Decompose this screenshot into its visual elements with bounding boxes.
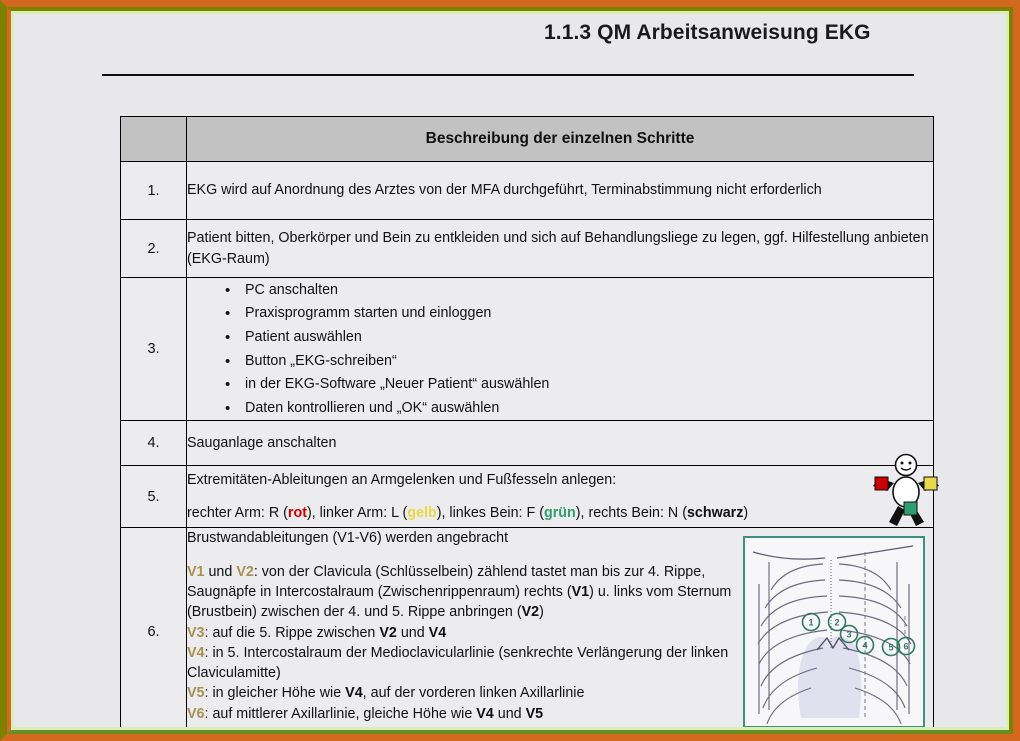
- list-item: • in der EKG-Software „Neuer Patient“ auswählen: [245, 373, 933, 397]
- text-part: ), linker Arm: L (: [306, 505, 408, 522]
- electrode-marker-4: 4: [862, 640, 868, 651]
- ribcage-illustration: [745, 538, 923, 726]
- lead-label-v5: V5: [187, 685, 205, 702]
- row-number: 2.: [121, 220, 187, 278]
- lead-label-v3: V3: [187, 624, 205, 641]
- spacer: [187, 549, 732, 562]
- row-number: 5.: [121, 466, 187, 528]
- list-item: • Patient auswählen: [245, 325, 933, 349]
- text-part: und: [396, 624, 429, 641]
- text-part: ): [743, 505, 749, 522]
- text-part: : auf mittlerer Axillarlinie, gleiche Höhe wie: [204, 705, 477, 722]
- row6-intro: Brustwandableitungen (V1-V6) werden angebracht: [187, 530, 509, 547]
- lead-ref-v4: V4: [476, 705, 494, 722]
- electrode-marker-5: 5: [888, 642, 894, 653]
- electrode-marker-2: 2: [834, 617, 840, 628]
- row-content: [187, 278, 934, 421]
- row6-v4: [187, 643, 732, 684]
- text-part: : in gleicher Höhe wie: [204, 685, 346, 702]
- row6-v3: [187, 623, 732, 643]
- lead-label-v4: V4: [187, 644, 205, 661]
- lead-ref-v4: V4: [428, 624, 447, 641]
- text-part: und: [204, 563, 237, 580]
- row-content: [187, 162, 934, 220]
- color-word-rot: rot: [287, 505, 307, 522]
- table-row: [121, 220, 934, 278]
- patient-electrode-figure-icon: [867, 452, 945, 528]
- row-content: [187, 421, 934, 466]
- table-row: [121, 528, 934, 727]
- row-content: [187, 220, 934, 278]
- lead-ref-v1: V1: [571, 583, 590, 600]
- lead-ref-v4: V4: [345, 685, 363, 702]
- text-part: ): [539, 604, 544, 621]
- table-row: [121, 278, 934, 421]
- lead-ref-v2: V2: [521, 604, 540, 621]
- text-part: ) u. links vom Sternum (Brustbein) zwischen der 4. und 5. Rippe anbringen (: [187, 583, 732, 621]
- text-part: und: [493, 705, 526, 722]
- row5-electrode-colors: [187, 503, 933, 523]
- row-content: [187, 528, 934, 727]
- list-item: • Praxisprogramm starten und einloggen: [245, 302, 933, 326]
- frame-inner-band-2: [11, 11, 1009, 730]
- steps-table: [120, 116, 934, 727]
- row-number: 6.: [121, 528, 187, 727]
- text-part: , auf der vorderen linken Axillarlinie: [362, 685, 585, 702]
- page-title: 1.1.3 QM Arbeitsanweisung EKG: [544, 21, 871, 44]
- step-bullet-list: [187, 278, 933, 420]
- text-part: : in 5. Intercostalraum der Medioclavicularlinie (senkrechte Verlängerung der linken Claviculamitte): [187, 644, 729, 682]
- color-word-gelb: gelb: [407, 505, 437, 522]
- row5-line1: Extremitäten-Ableitungen an Armgelenken und Fußfesseln anlegen:: [187, 472, 617, 489]
- table-row: [121, 421, 934, 466]
- row-text: Sauganlage anschalten: [187, 435, 337, 452]
- text-part: ), rechts Bein: N (: [575, 505, 687, 522]
- text-part: rechter Arm: R (: [187, 505, 288, 522]
- electrode-marker-6: 6: [903, 641, 909, 652]
- lead-label-v6: V6: [187, 705, 205, 722]
- lead-label-v1: V1: [187, 563, 205, 580]
- text-part: : auf die 5. Rippe zwischen: [204, 624, 380, 641]
- list-item: • Button „EKG-schreiben“: [245, 349, 933, 373]
- row6-text-block: [187, 528, 732, 724]
- thorax-electrode-diagram: [743, 536, 925, 727]
- lead-label-v2: V2: [236, 563, 254, 580]
- row-number: 1.: [121, 162, 187, 220]
- list-item: • PC anschalten: [245, 278, 933, 302]
- title-divider: [102, 74, 914, 76]
- color-word-schwarz: schwarz: [686, 505, 744, 522]
- row-number: 4.: [121, 421, 187, 466]
- row-content: [187, 466, 934, 528]
- row6-v1-v2: [187, 562, 732, 623]
- text-part: : von der Clavicula (Schlüsselbein) zählend tastet man bis zur 4. Rippe, Saugnäpfe in Intercostalraum (Zwischenrippenraum) rechts (: [187, 563, 706, 600]
- row-text: EKG wird auf Anordnung des Arztes von der MFA durchgeführt, Terminabstimmung nicht erforderlich: [187, 182, 822, 199]
- color-word-gruen: grün: [543, 505, 576, 522]
- row6-v6: [187, 704, 732, 724]
- table-row: [121, 466, 934, 528]
- electrode-marker-1: 1: [808, 617, 814, 628]
- text-part: ), linkes Bein: F (: [436, 505, 544, 522]
- row6-v5: [187, 683, 732, 703]
- table-header-row: [121, 117, 934, 162]
- electrode-marker-3: 3: [846, 629, 852, 640]
- table-row: [121, 162, 934, 220]
- spacer: [187, 490, 933, 503]
- row-text: Patient bitten, Oberkörper und Bein zu entkleiden und sich auf Behandlungsliege zu legen, ggf. Hilfestellung anbieten (EKG-Raum): [187, 230, 929, 267]
- lead-ref-v5: V5: [525, 705, 544, 722]
- header-number-col: [121, 117, 187, 162]
- frame-inner-band: [7, 7, 1013, 734]
- document-content: [14, 14, 1006, 727]
- row-number: 3.: [121, 278, 187, 421]
- lead-ref-v2: V2: [379, 624, 397, 641]
- list-item: • Daten kontrollieren und „OK“ auswählen: [245, 397, 933, 421]
- header-description-col: Beschreibung der einzelnen Schritte: [187, 117, 934, 162]
